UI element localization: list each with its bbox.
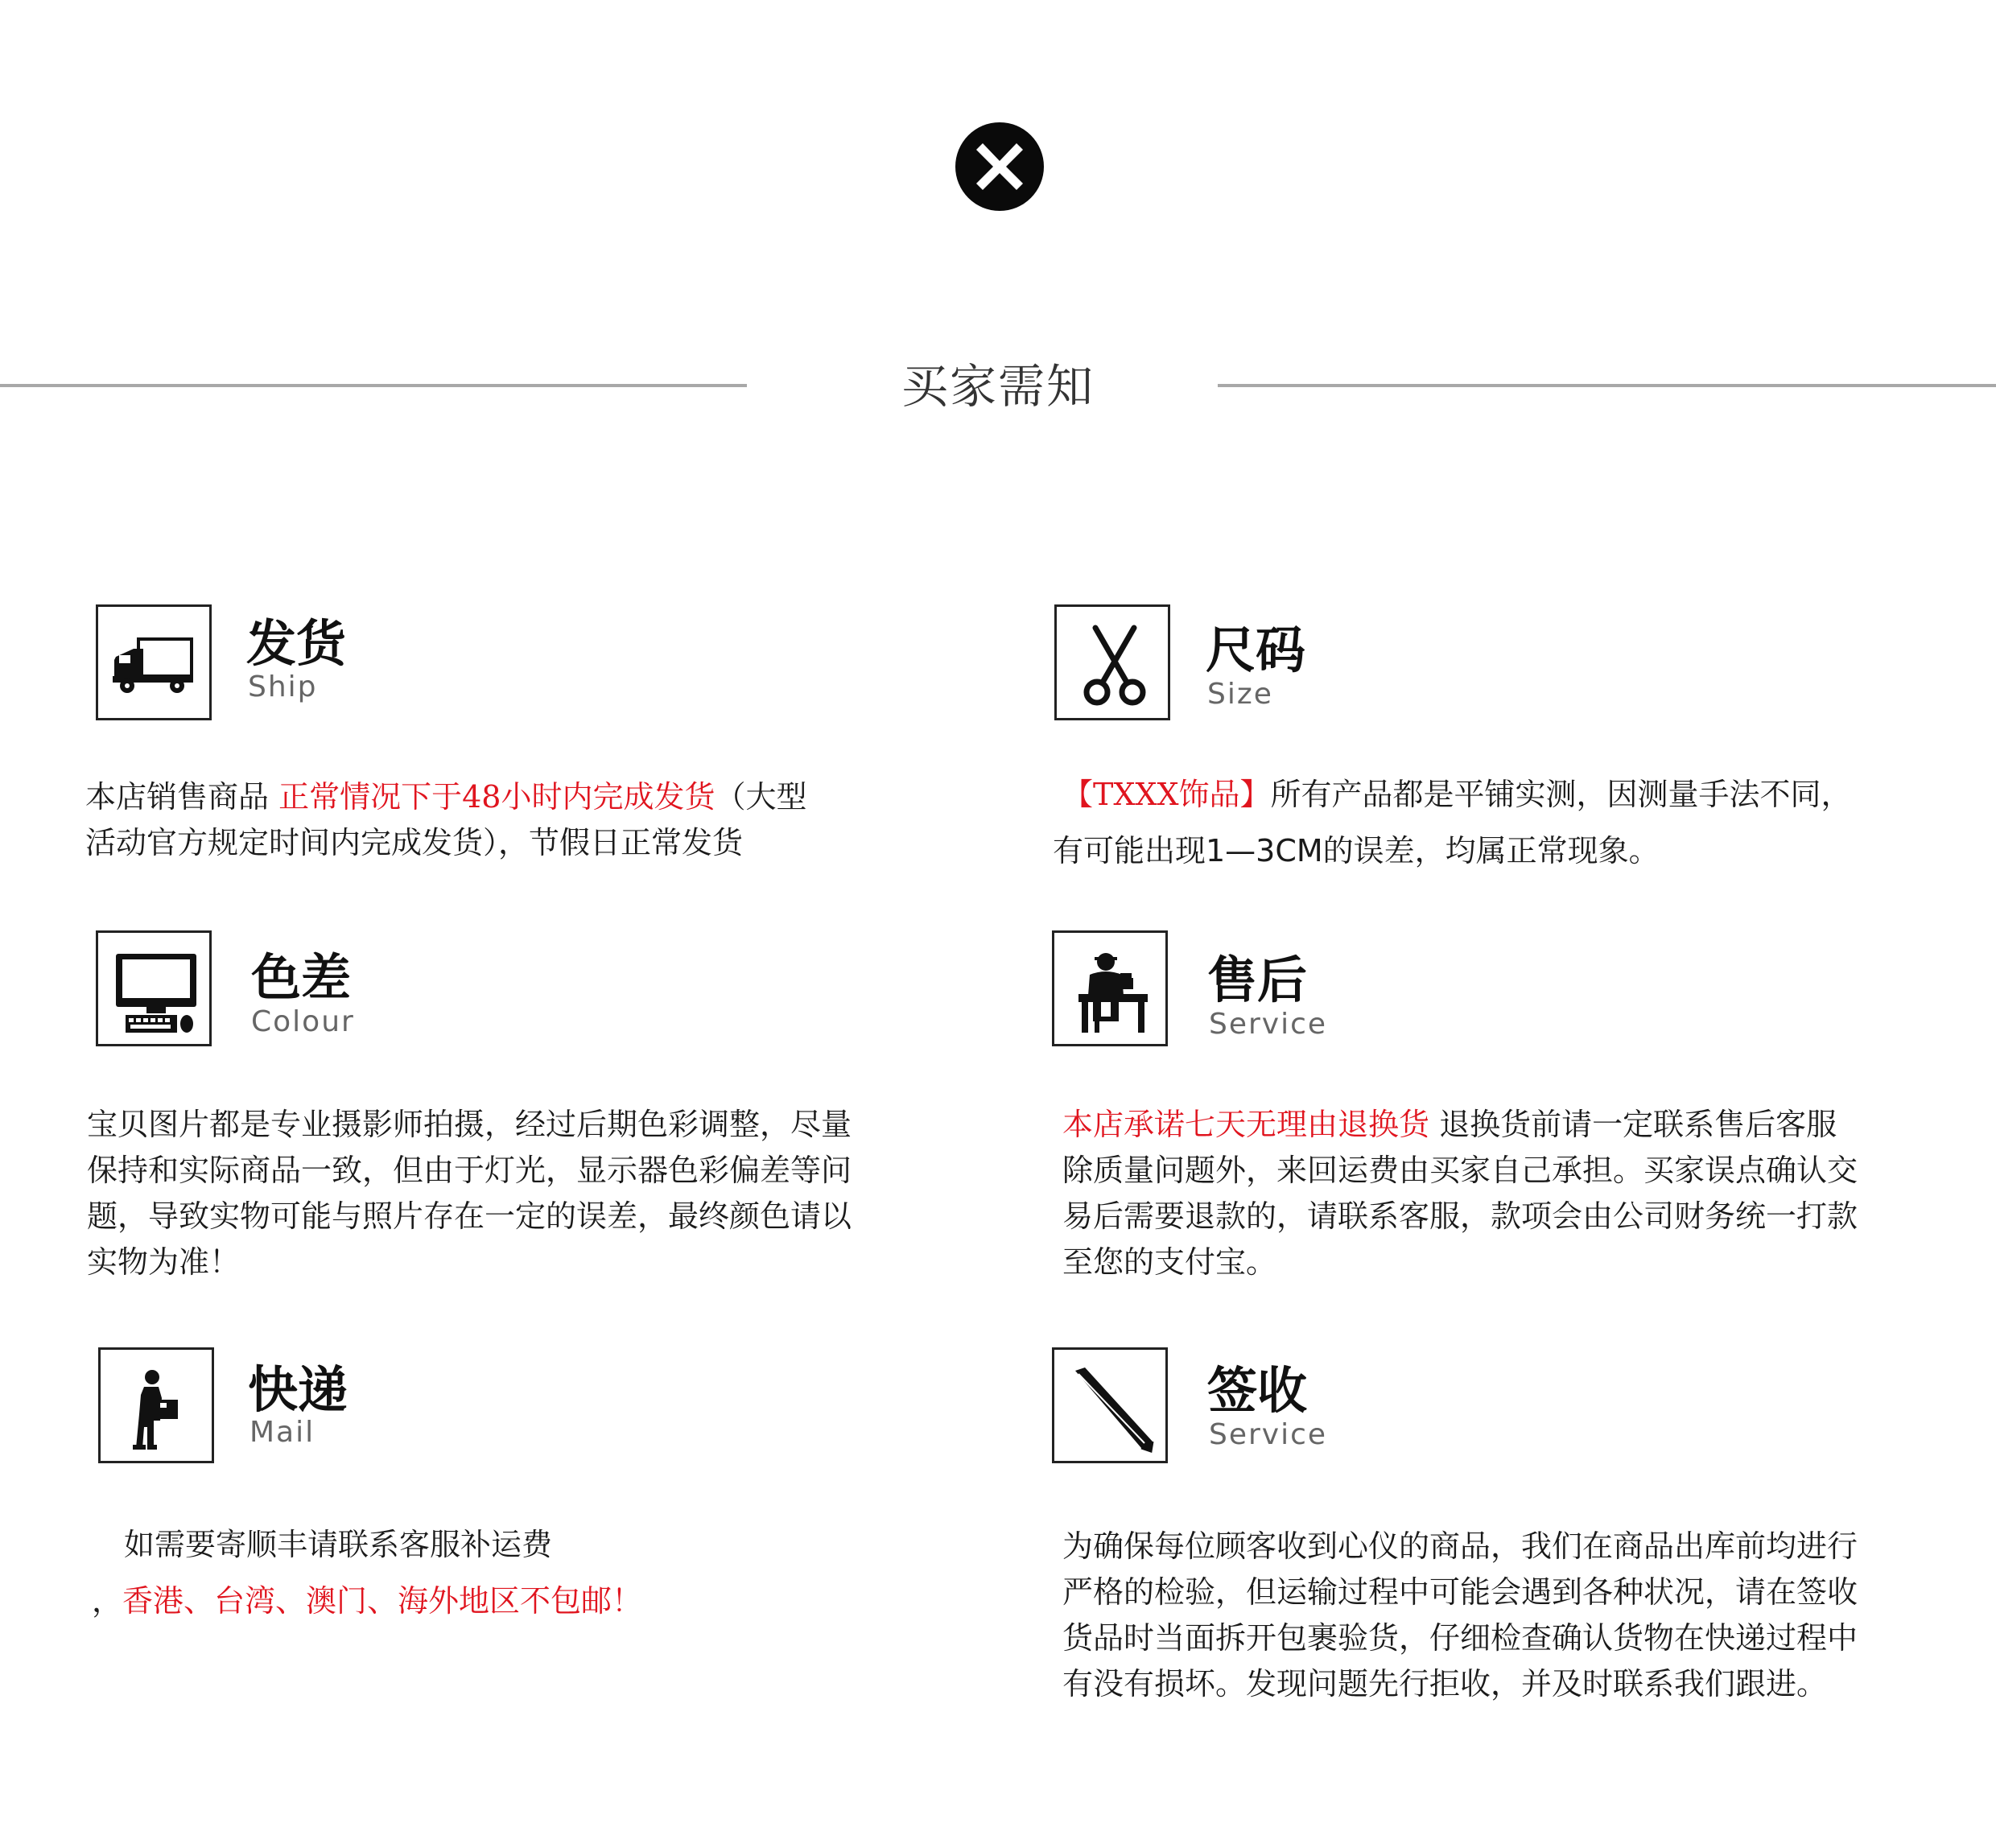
after-sales-text-highlight: 本店承诺七天无理由退换货: [1062, 1107, 1430, 1142]
ship-text-post: （大型: [715, 779, 807, 815]
sign-text-line: 有没有损坏。发现问题先行拒收，并及时联系我们跟进。: [1062, 1666, 1828, 1702]
ship-text-line2: 活动官方规定时间内完成发货），节假日正常发货: [85, 825, 744, 860]
after-sales-subtitle: Service: [1209, 1008, 1328, 1041]
colour-text-line: 宝贝图片都是专业摄影师拍摄，经过后期色彩调整，尽量: [87, 1107, 852, 1142]
mail-title: 快递: [248, 1360, 348, 1419]
size-text: [1053, 766, 1852, 879]
mail-text: [92, 1516, 642, 1629]
ship-title: 发货: [246, 614, 347, 673]
colour-text-line: 题，导致实物可能与照片存在一定的误差，最终颜色请以: [87, 1198, 852, 1234]
sign-text: [1062, 1524, 1858, 1707]
after-sales-text-line1: 退换货前请一定联系售后客服: [1429, 1107, 1837, 1142]
ship-subtitle: Ship: [248, 670, 318, 703]
after-sales-title: 售后: [1207, 951, 1308, 1009]
close-icon[interactable]: [955, 122, 1044, 211]
service-person-icon: [1052, 930, 1168, 1046]
size-title: 尺码: [1206, 621, 1306, 679]
ship-text: [85, 774, 806, 866]
colour-text-line: 保持和实际商品一致，但由于灯光，显示器色彩偏差等问: [87, 1153, 852, 1188]
after-sales-text: [1062, 1102, 1858, 1285]
truck-icon: [96, 604, 212, 720]
size-text-line2: 有可能出现1—3CM的误差，均属正常现象。: [1053, 833, 1660, 868]
colour-text: [87, 1102, 852, 1285]
sign-text-line: 货品时当面拆开包裹验货，仔细检查确认货物在快递过程中: [1062, 1620, 1858, 1656]
after-sales-text-line: 除质量问题外，来回运费由买家自己承担。买家误点确认交: [1062, 1153, 1858, 1188]
colour-title: 色差: [251, 948, 352, 1007]
header-rule-right: [1218, 384, 1996, 387]
colour-subtitle: Colour: [251, 1005, 355, 1038]
mail-text-line1: 如需要寄顺丰请联系客服补运费: [124, 1527, 553, 1562]
scissors-icon: [1054, 604, 1170, 720]
sign-text-line: 严格的检验，但运输过程中可能会遇到各种状况，请在签收: [1062, 1574, 1858, 1610]
sign-text-line: 为确保每位顾客收到心仪的商品，我们在商品出库前均进行: [1062, 1528, 1858, 1564]
header-rule-left: [0, 384, 747, 387]
sign-title: 签收: [1207, 1361, 1308, 1420]
mail-text-prefix: ，: [92, 1583, 123, 1619]
ship-text-pre: 本店销售商品: [85, 779, 279, 815]
size-text-line1: 所有产品都是平铺实测，因测量手法不同，: [1270, 777, 1852, 812]
ship-text-highlight: 正常情况下于48小时内完成发货: [278, 779, 716, 815]
computer-icon: [96, 930, 212, 1046]
pen-icon: [1052, 1347, 1168, 1463]
after-sales-text-line: 易后需要退款的，请联系客服，款项会由公司财务统一打款: [1062, 1198, 1858, 1234]
size-subtitle: Size: [1207, 678, 1273, 711]
mail-text-highlight: 香港、台湾、澳门、海外地区不包邮！: [122, 1583, 643, 1619]
courier-icon: [98, 1347, 214, 1463]
after-sales-text-line: 至您的支付宝。: [1062, 1244, 1277, 1280]
size-text-highlight: 【TXXX饰品】: [1062, 777, 1271, 812]
mail-subtitle: Mail: [250, 1416, 315, 1449]
page-title: 买家需知: [901, 359, 1095, 414]
sign-subtitle: Service: [1209, 1418, 1328, 1451]
colour-text-line: 实物为准！: [87, 1244, 241, 1280]
